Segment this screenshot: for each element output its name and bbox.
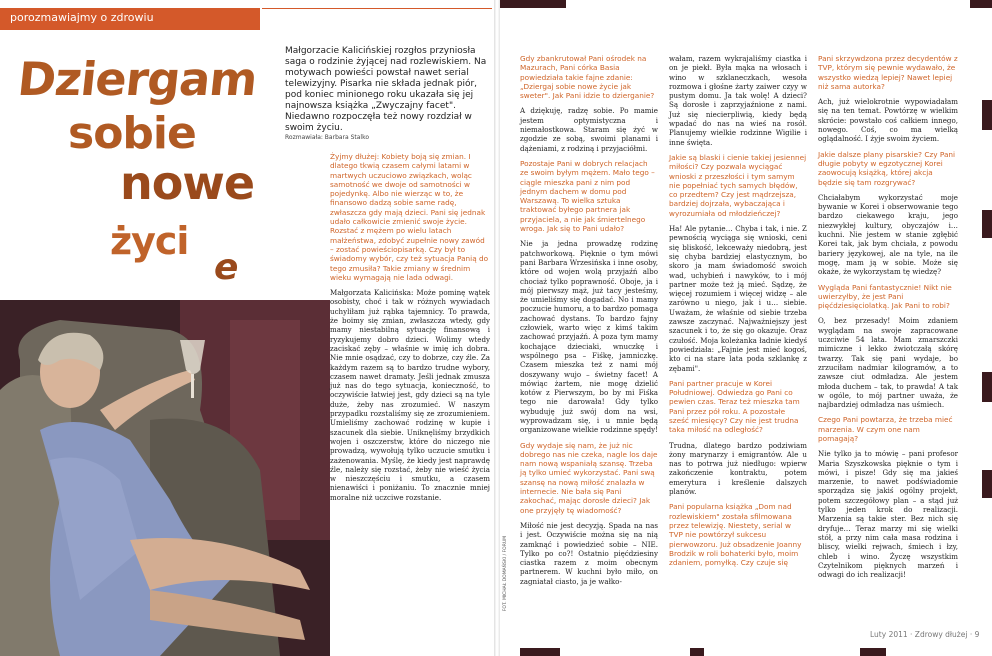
interview-question: Wygląda Pani fantastycznie! Nikt nie uwierzyłby, że jest Pani pięćdziesięciolatką. Jak Pani to robi?: [818, 282, 952, 311]
edge-tab: [982, 372, 992, 402]
interview-question: Żyjmy dłużej: Kobiety boją się zmian. I dlatego tkwią czasem całymi latami w martwych uczuciowo związkach, woląc samotność we dwoje od samotności w pojedynkę. Albo nie wierząc w to, że finansowo dadzą sobie same radę, zwłaszcza gdy mają dzieci. Pani się jednak udało całkowicie zmienić swoje życie. Rozstać z mężem po wielu latach małżeństwa, zdobyć zupełnie nowy zawód – zostać powieściopisarką. Czy był to świadomy wybór, czy też sytuacja Panią do tego zmusiła? Takie zmiany w średnim wieku wymagają nie lada odwagi.: [330, 152, 489, 282]
interview-question: Jakie dalsze plany pisarskie? Czy Pani długie pobyty w egzotycznej Korei zaowocują książką, której akcja będzie się tam rozgrywać?: [818, 149, 956, 187]
decor-block: [970, 0, 992, 8]
edge-tab: [982, 210, 992, 238]
text-column-4: [818, 54, 958, 585]
decor-block: [690, 648, 704, 656]
text-column-3: [669, 54, 807, 573]
interview-question: Gdy zbankrutował Pani ośrodek na Mazurach, Pani córka Basia powiedziała takie fajne zdanie: „Dziergaj sobie nowe życie jak sweter". Jak Pani idzie to dzierganie?: [520, 54, 655, 101]
interview-answer: wałam, razem wykrajaliśmy ciastka i on je piekł. Była mąka na włosach i wino w szklaneczkach, wesoła rozmowa i głośne żarty zaiwer czyy w pustym domu. Ja tak wolę! A dzieci? Są dorosłe i zaprzyjaźnione z nami. Już się niecierpliwią, kiedy będą wpadać do nas na wieś na rosół. Planujemy wielkie rodzinne Wigilie i inne święta.: [669, 54, 807, 147]
interview-answer: Chciałabym wykorzystać moje bywanie w Korei i obserwowanie tego bardzo ciekawego kraju, jego niezwykłej kultury, obyczajów i… kuchni. Nie jestem w stanie zgłębić Korei tak, jak bym chciała, z powodu bariery językowej, ale na tyle, na ile mogę, mam ją w sobie. Może się okaże, że wykorzystam tę wiedzę?: [818, 192, 958, 277]
page-footer: Luty 2011 · Zdrowy dłużej · 9: [870, 630, 980, 639]
interview-question: Gdy wydaje się nam, że już nic dobrego nas nie czeka, nagle los daje nam nową wspaniałą szansę. Trzeba ją tylko umieć wykorzystać. Pani swą szansę na nową miłość znalazła w internecie. Nie bała się Pani zakochać, mając dorosłe dzieci? Jak one przyjęły tę wiadomość?: [520, 440, 658, 515]
interview-question: Pozostaje Pani w dobrych relacjach ze swoim byłym mężem. Mało tego – ciągle mieszka pani z nim pod jednym dachem w domu pod Warszawą. To wielka sztuka traktować byłego partnera jak przyjaciela, a nie jak śmiertelnego wroga. Jak się to Pani udało?: [520, 158, 655, 234]
headline-line-4: życi: [110, 219, 189, 263]
page-gutter: [494, 0, 500, 656]
interview-answer: Nie ja jedna prowadzę rodzinę patchworkową. Pięknie o tym mówi pani Barbara Wrzesińska i inne osoby, które od wojen wolą przyjaźń albo chociaż tylko poprawność. Oboje, ja i mój pierwszy mąż, już tacy jesteśmy, że umieliśmy się dogadać. No i mamy poczucie humoru, a to bardzo pomaga zachować dystans. To bardzo fajny człowiek, warto więc z kimś takim zachować przyjaźń. A poza tym mamy kochające dzieciaki, wnuczkę i wspólnego psa – Fiśkę, jamniczkę. Czasem mieszka też z nami mój doszywany wujo – świetny facet! A mówiąc żartem, nie mogę dzielić kotów z Pierwszym, bo by mi Fiśka tego nie darowała! Gdy tylko wybuduję już swój dom na wsi, wyprowadzam się, i u mnie będą organizowane wielkie rodzinne spędy!: [520, 239, 659, 435]
photo-credit: FOT. MICHAŁ DOMAŃSKI / FORUM: [503, 536, 508, 612]
interview-question: Pani skrzywdzona przez decydentów z TVP, którym się pewnie wydawało, że wszystko wiedzą lepiej? Nawet lepiej niż sama autorka?: [818, 54, 958, 91]
portrait-illustration: [0, 300, 330, 656]
decor-block: [520, 648, 560, 656]
interview-answer: Ha! Ale pytanie… Chyba i tak, i nie. Z pewnością wyciąga się wnioski, ceni się bliskość, lekceważy niedobrą, jest się chyba bardziej elastycznym, bo skoro ja mam świadomość swoich wad, uchybień i nawyków, to i mój partner może też ją mieć. Sądzę, że więcej rozumiem i więcej widzę – ale zarówno u niego, jak i u… siebie. Uważam, że właśnie od siebie trzeba zawsze zaczynać. Najważniejszy jest szacunek i to, że się go okazuje. Oraz czułość. Moja koleżanka ładnie kiedyś powiedziała: „Fajnie jest mieć kogoś, kto ci na stare lata poda szklankę z zębami".: [669, 224, 807, 373]
text-column-1: [330, 152, 490, 508]
edge-tab: [982, 100, 992, 130]
interview-question: Pani popularna książka „Dom nad rozlewiskiem" została sfilmowana przez telewizję. Niestety, serial w TVP nie powtórzył sukcesu pierwowzoru. Już obsadzenie Joanny Brodzik w roli bohaterki było, moim zdaniem, pomyłką. Czy czuje się: [669, 502, 802, 568]
headline-line-1: Dziergam: [15, 52, 260, 106]
top-rule: [262, 8, 492, 31]
article-lead: Małgorzacie Kalicińskiej rozgłos przyniosła saga o rodzinie żyjącej nad rozlewiskiem. Na motywach powieści powstał nawet serial telewizyjny. Pisarka nie składa jednak piór, pod koniec minionego roku ukazała się jej najnowsza książka „Zwyczajny facet". Niedawno rozpoczęła też nowy rozdział w swoim życiu.: [285, 46, 487, 133]
interview-answer: Trudna, dlatego bardzo podziwiam żony marynarzy i emigrantów. Ale u nas to potrwa już niedługo: wpierw zakończenie kontraktu, potem emerytura i kreślenie dalszych planów.: [669, 440, 807, 497]
headline-line-4-end: e: [214, 247, 238, 288]
interview-question: Pani partner pracuje w Korei Południowej. Odwiedza go Pani co pewien czas. Teraz też mieszka tam Pani przez pół roku. A pozostałe sześć miesięcy? Czy nie jest trudna taka miłość na odległość?: [669, 378, 800, 435]
decor-block: [860, 648, 886, 656]
section-label: porozmawiajmy o zdrowiu: [10, 11, 154, 24]
decor-block: [500, 0, 566, 8]
interview-answer: A dziękuję, radzę sobie. Po mamie jestem optymistyczna i niemałostkowa. Staram się żyć w zgodzie ze sobą, swoimi planami i dążeniami, z rodziną i przyjaciółmi.: [520, 106, 658, 153]
byline: Rozmawiała: Barbara Stalko: [285, 134, 370, 141]
interview-answer: Ach, już wielokrotnie wypowiadałam się na ten temat. Powtórzę w wielkim skrócie: powstało coś całkiem innego, nowego. Coś, co ma wielką oglądalność. I żyje swoim życiem.: [818, 97, 958, 144]
interview-answer: Nie tylko ja to mówię – pani profesor Maria Szyszkowska pięknie o tym i mówi, i pisze! Gdy się ma jakieś marzenie, to nawet podświadomie sporządza się jakiś ogólny projekt, potem szczegółowy plan – a stąd już tylko jeden krok do realizacji. Marzenia są takie ster. Bez nich się dryfuje… Teraz marzy mi się wielki stół, a przy nim cała masa rodzina i bliscy, wielki rejwach, śmiech i łzy, chleb i wino. Życzę wszystkim Czytelnikom pięknych marzeń i odwagi do ich realizacji!: [818, 449, 958, 580]
portrait-photo: [0, 300, 330, 656]
interview-answer: O, bez przesady! Moim zdaniem wyglądam na swoje zapracowane uczciwie 54 lata. Mam zmarszczki mimiczne i lekko żwiotczałą skórę twarzy. Tak się pani wydaje, bo zrzuciłam nadmiar kilogramów, a to zawsze ciut odmładza. Ale jestem młoda duchem – tak, to prawda! A tak w ogóle, to mój partner uważa, że najbardziej odmładza nas uśmiech.: [818, 316, 958, 410]
interview-question: Jakie są blaski i cienie takiej jesiennej miłości? Czy pozwala wyciągać wnioski z przeszłości i tym samym nie popełniać tych samych błędów, co przedtem? Czy jest mądrzejsza, bardziej dojrzała, wybaczająca i wyrozumiała od młodzieńczej?: [669, 152, 807, 218]
text-column-2: [520, 54, 658, 592]
section-bar: [0, 8, 260, 30]
headline-line-3: nowe: [120, 156, 255, 210]
interview-answer: Małgorzata Kalicińska: Może pominę wątek osobisty, choć i tak w różnych wywiadach uchyliłam już rąbka tajemnicy. To prawda, że boimy się zmian, zwłaszcza wtedy, gdy mamy niestabilną sytuację finansową i ryzykujemy dobro dzieci. Wolimy wtedy zaciskać zęby – właśnie w imię ich dobra. Nie mnie osądzać, czy to dobrze, czy źle. Za każdym razem są to bardzo trudne wybory, czasem nawet dramaty. Jeśli jednak zmusza już nas do tego sytuacja, konieczność, to oczywiście łatwiej jest, gdy dzieci są na tyle duże, żeby nas zrozumieć. W naszym przypadku rozstaliśmy się ze zrozumieniem. Umieliśmy zachować rodzinę w kupie i szacunek dla siebie. Uniknęliśmy brzydkich wojen i oszczerstw, które do niczego nie prowadzą, wywołują tylko uczucie smutku i zażenowania. Myślę, że kiedy jest naprawdę źle, należy się rozstać, żeby nie wieść życia w nieszczęściu i smutku, a czasem nienawiści i poniżaniu. To znacznie mniej moralne niż uczciwe rozstanie.: [330, 288, 490, 502]
top-decor: [500, 0, 992, 12]
interview-question: Czego Pani powtarza, że trzeba mieć marzenia. W czym one nam pomagają?: [818, 415, 953, 443]
edge-tab: [982, 470, 992, 498]
headline-line-2: sobie: [68, 108, 196, 159]
interview-answer: Miłość nie jest decyzją. Spada na nas i jest. Oczywiście można się na nią zamknąć i powiedzieć sobie – NIE. Tylko po co?! Ostatnio pięćdziesiny ciastka razem z moim obecnym partnerem. W kuchni było miło, on zagniatał ciasto, ja je wałko-: [520, 520, 658, 586]
